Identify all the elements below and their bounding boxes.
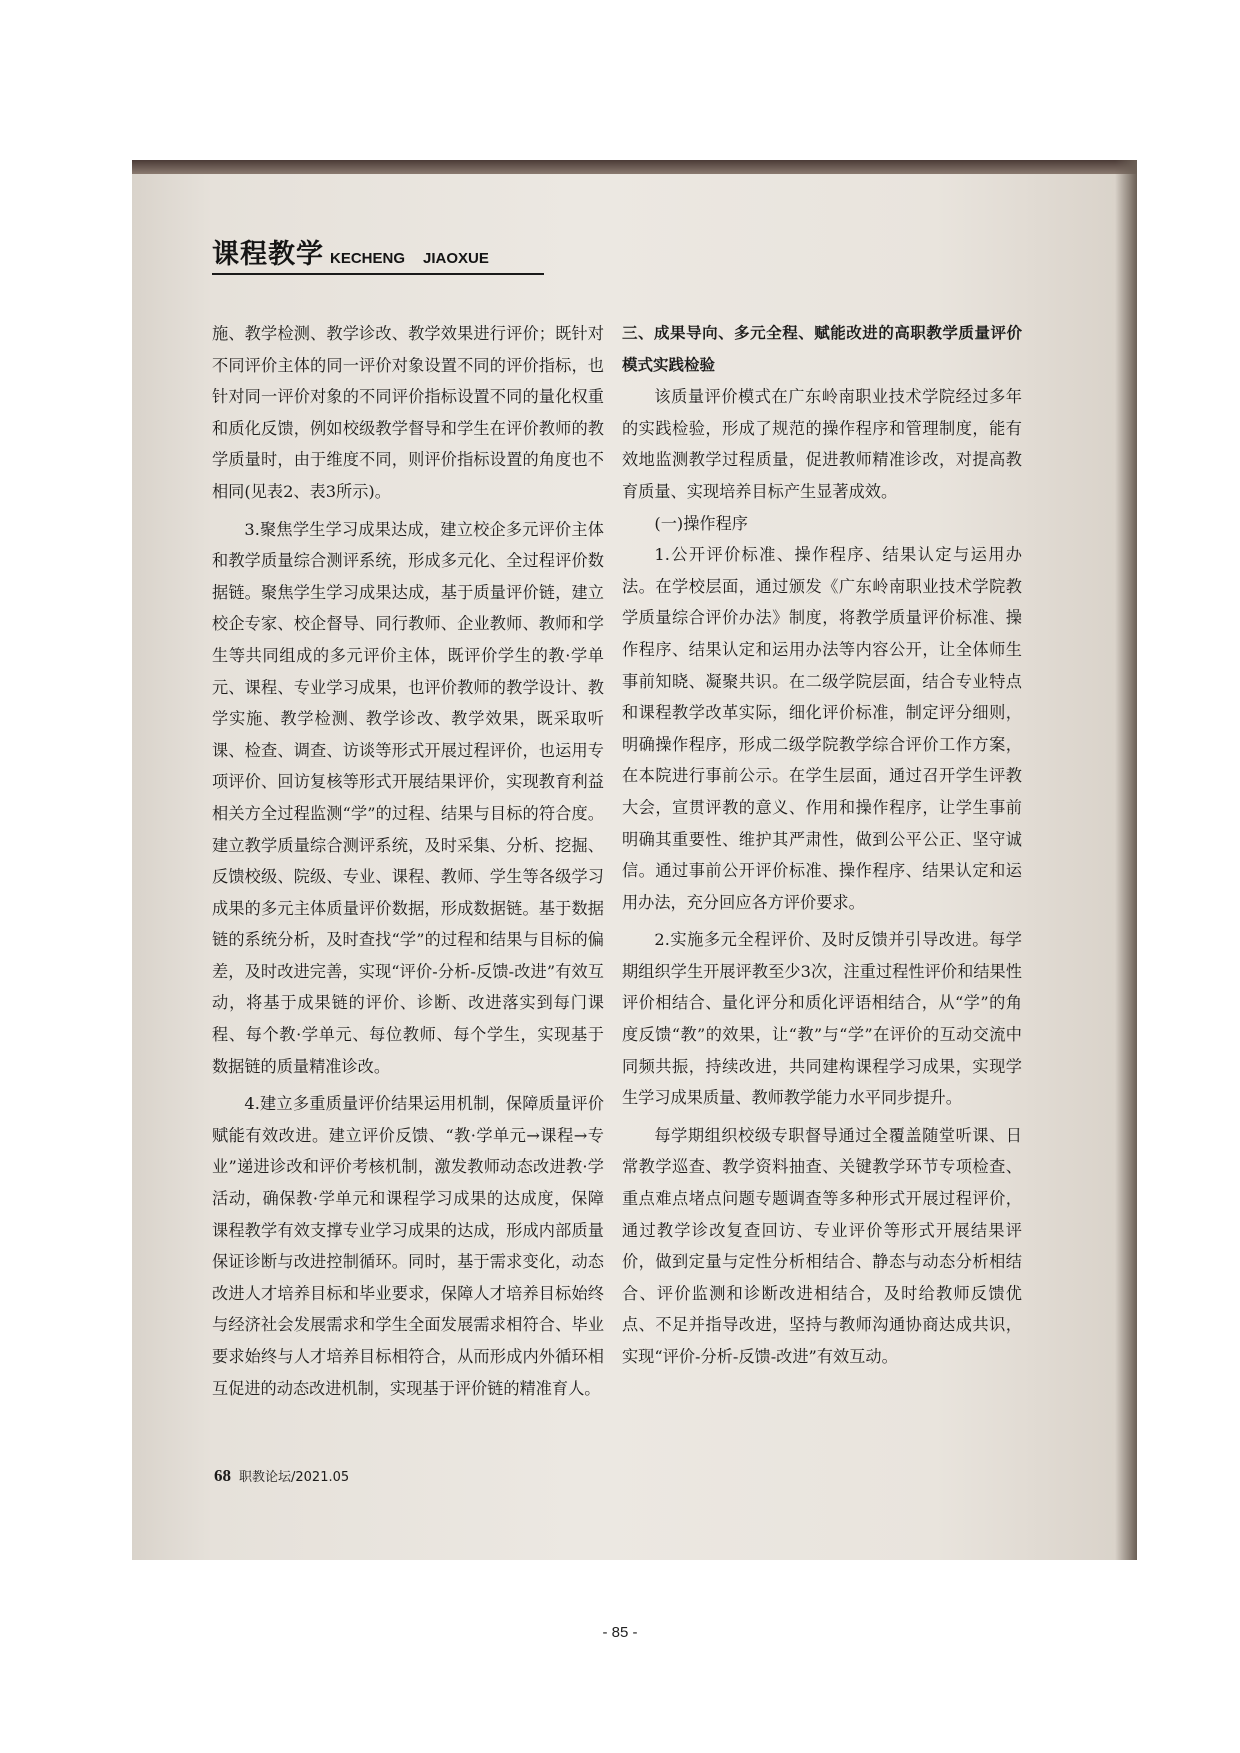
left-paragraph-2: 3.聚焦学生学习成果达成，建立校企多元评价主体和教学质量综合测评系统，形成多元化、全过程评价数据链。聚焦学生学习成果达成，基于质量评价链，建立校企专家、校企督导、同行教师、企业教师、教师和学生等共同组成的多元评价主体，既评价学生的教·学单元、课程、专业学习成果，也评价教师的教学设计、教学实施、教学检测、教学诊改、教学效果，既采取听课、检查、调查、访谈等形式开展过程评价，也运用专项评价、回访复核等形式开展结果评价，实现教育利益相关方全过程监测“学”的过程、结果与目标的符合度。建立教学质量综合测评系统，及时采集、分析、挖掘、反馈校级、院级、专业、课程、教师、学生等各级学习成果的多元主体质量评价数据，形成数据链。基于数据链的系统分析，及时查找“学”的过程和结果与目标的偏差，及时改进完善，实现“评价-分析-反馈-改进”有效互动，将基于成果链的评价、诊断、改进落实到每门课程、每个教·学单元、每位教师、每个学生，实现基于数据链的质量精准诊改。 (212, 519, 604, 1076)
right-paragraph-3: 每学期组织校级专职督导通过全覆盖随堂听课、日常教学巡查、教学资料抽查、关键教学环节专项检查、重点难点堵点问题专题调查等多种形式开展过程评价，通过教学诊改复查回访、专业评价等形式开展结果评价，做到定量与定性分析相结合、静态与动态分析相结合、评价监测和诊断改进相结合，及时给教师反馈优点、不足并指导改进，坚持与教师沟通协商达成共识，实现“评价-分析-反馈-改进”有效互动。 (622, 1125, 1022, 1366)
header-title-en-2: JIAOXUE (423, 250, 489, 267)
left-column (212, 318, 604, 1404)
right-column (622, 318, 1022, 1373)
section-header (212, 232, 489, 271)
right-paragraph-2: 2.实施多元全程评价、及时反馈并引导改进。每学期组织学生开展评教至少3次，注重过程性评价和结果性评价相结合、量化评分和质化评语相结合，从“学”的角度反馈“教”的效果，让“教”与“学”在评价的互动交流中同频共振，持续改进，共同建构课程学习成果，实现学生学习成果质量、教师教学能力水平同步提升。 (622, 930, 1022, 1108)
subheading: (一)操作程序 (654, 513, 748, 533)
header-title-en-1: KECHENG (330, 250, 406, 267)
document-page-number: - 85 - (602, 1624, 638, 1641)
right-paragraph-1: 1.公开评价标准、操作程序、结果认定与运用办法。在学校层面，通过颁发《广东岭南职业技术学院教学质量综合评价办法》制度，将教学质量评价标准、操作程序、结果认定和运用办法等内容公开，让全体师生事前知晓、凝聚共识。在二级学院层面，结合专业特点和课程教学改革实际，细化评价标准，制定评分细则，明确操作程序，形成二级学院教学综合评价工作方案，在本院进行事前公示。在学生层面，通过召开学生评教大会，宣贯评教的意义、作用和操作程序，让学生事前明确其重要性、维护其严肃性，做到公平公正、坚守诚信。通过事前公开评价标准、操作程序、结果认定和运用办法，充分回应各方评价要求。 (622, 545, 1022, 912)
journal-page-number: 68 (214, 1466, 231, 1485)
journal-page (152, 174, 1137, 1554)
header-title-cn: 课程教学 (212, 239, 324, 270)
left-paragraph-3: 4.建立多重质量评价结果运用机制，保障质量评价赋能有效改进。建立评价反馈、“教·学单元→课程→专业”递进诊改和评价考核机制，激发教师动态改进教·学活动，确保教·学单元和课程学习成果的达成度，保障课程教学有效支撑专业学习成果的达成，形成内部质量保证诊断与改进控制循环。同时，基于需求变化，动态改进人才培养目标和毕业要求，保障人才培养目标始终与经济社会发展需求和学生全面发展需求相符合、毕业要求始终与人才培养目标相符合，从而形成内外循环相互促进的动态改进机制，实现基于评价链的精准育人。 (212, 1094, 604, 1398)
header-rule (212, 273, 544, 275)
scanned-page-photo (132, 160, 1137, 1560)
left-paragraph-1: 施、教学检测、教学诊改、教学效果进行评价；既针对不同评价主体的同一评价对象设置不同的评价指标，也针对同一评价对象的不同评价指标设置不同的量化权重和质化反馈，例如校级教学督导和学生在评价教师的教学质量时，由于维度不同，则评价指标设置的角度也不相同(见表2、表3所示)。 (212, 324, 604, 501)
journal-name: 职教论坛/2021.05 (239, 1470, 350, 1485)
header-title-en (330, 250, 489, 267)
intro-paragraph: 该质量评价模式在广东岭南职业技术学院经过多年的实践检验，形成了规范的操作程序和管理制度，能有效地监测教学过程质量，促进教师精准诊改，对提高教育质量、实现培养目标产生显著成效。 (622, 387, 1022, 501)
page-footer (214, 1466, 349, 1486)
section-heading: 三、成果导向、多元全程、赋能改进的高职教学质量评价模式实践检验 (622, 324, 1022, 374)
